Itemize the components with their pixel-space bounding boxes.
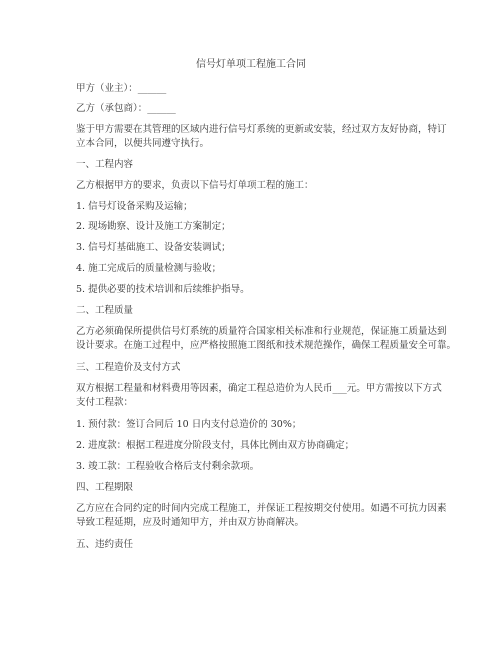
- section-heading-content: 一、工程内容: [76, 159, 134, 170]
- section-heading-liability: 五、违约责任: [76, 539, 134, 550]
- intro-paragraph-line: 鉴于甲方需要在其管理的区域内进行信号灯系统的更新或安装，经过双方友好协商，特订: [76, 124, 447, 135]
- section-paragraph-line: 支付工程款：: [76, 397, 134, 408]
- list-item: 1. 预付款：签订合同后 10 日内支付总造价的 30%；: [76, 419, 302, 430]
- document-title: 信号灯单项工程施工合同: [196, 59, 306, 70]
- list-item: 1. 信号灯设备采购及运输；: [76, 201, 193, 212]
- intro-paragraph-line: 立本合同，以便共同遵守执行。: [76, 138, 210, 149]
- list-item: 3. 竣工款：工程验收合格后支付剩余款项。: [76, 461, 260, 472]
- list-item: 3. 信号灯基础施工、设备安装调试；: [76, 242, 231, 253]
- section-heading-quality: 二、工程质量: [76, 305, 134, 316]
- section-heading-price: 三、工程造价及支付方式: [76, 362, 181, 373]
- list-item: 4. 施工完成后的质量检测与验收；: [76, 263, 222, 274]
- section-paragraph-line: 设计要求。在施工过程中，应严格按照施工图纸和技术规范操作，确保工程质量安全可靠。: [76, 340, 457, 351]
- list-item: 5. 提供必要的技术培训和后续维护指导。: [76, 284, 250, 295]
- party-a-line: 甲方（业主）：______: [76, 83, 167, 94]
- section-paragraph-line: 乙方应在合同约定的时间内完成工程施工，并保证工程按期交付使用。如遇不可抗力因素: [76, 503, 447, 514]
- section-paragraph-line: 导致工程延期，应及时通知甲方，并由双方协商解决。: [76, 517, 305, 528]
- section-heading-period: 四、工程期限: [76, 482, 134, 493]
- section-paragraph-line: 双方根据工程量和材料费用等因素，确定工程总造价为人民币___元。甲方需按以下方式: [76, 383, 442, 394]
- section-paragraph: 乙方根据甲方的要求，负责以下信号灯单项工程的施工：: [76, 180, 314, 191]
- section-paragraph-line: 乙方必须确保所提供信号灯系统的质量符合国家相关标准和行业规范，保证施工质量达到: [76, 326, 447, 337]
- list-item: 2. 现场勘察、设计及施工方案制定；: [76, 221, 231, 232]
- list-item: 2. 进度款：根据工程进度分阶段支付，具体比例由双方协商确定；: [76, 440, 355, 451]
- party-b-line: 乙方（承包商）：______: [76, 103, 176, 114]
